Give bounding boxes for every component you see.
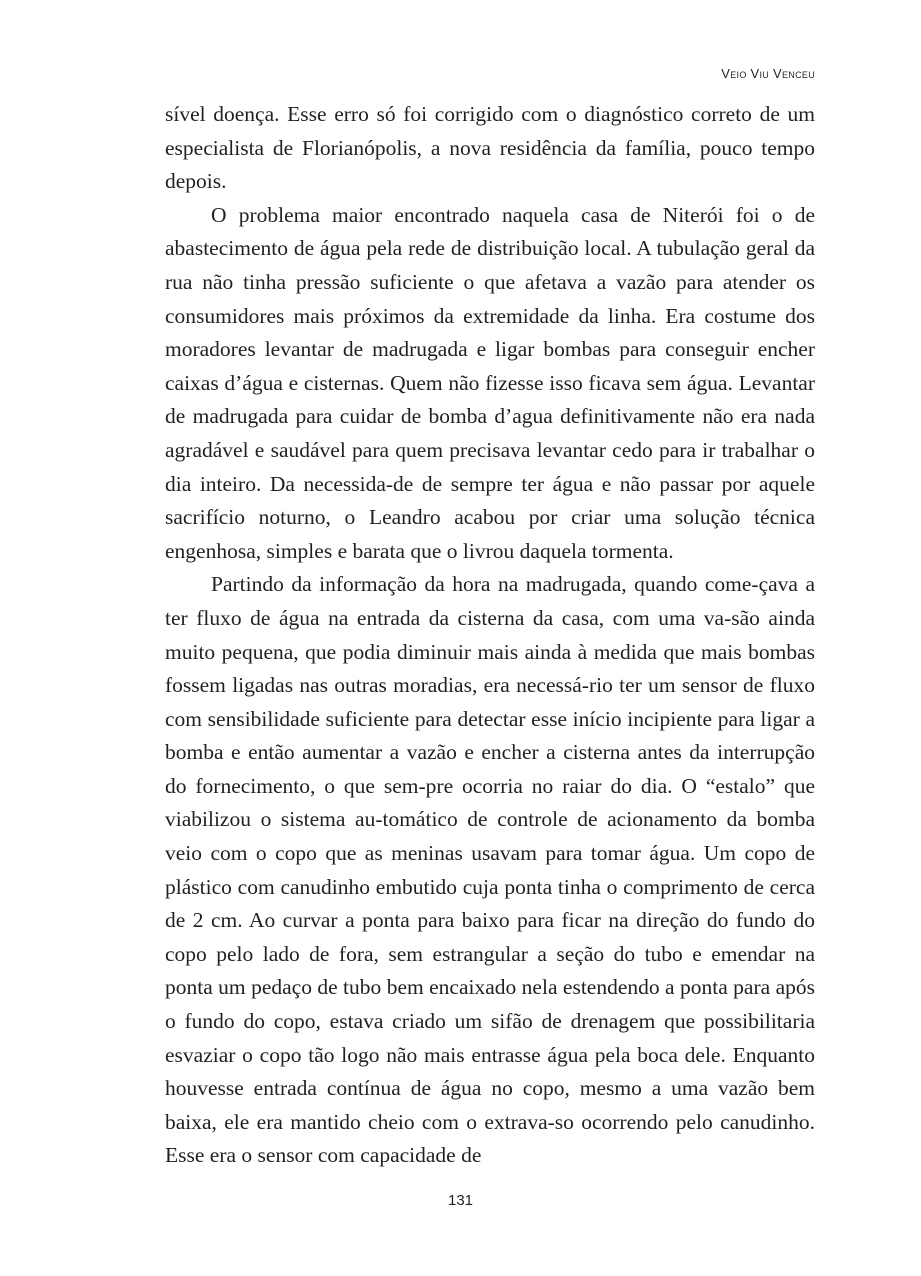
paragraph-flow-sensor: Partindo da informação da hora na madrugada, quando come-çava a ter fluxo de água na entrada da cisterna da casa, com uma va-são ainda muito pequena, que podia diminuir mais ainda à medida que mais bombas fossem ligadas nas outras moradias, era necessá-rio ter um sensor de fluxo com sensibilidade suficiente para detectar esse início incipiente para ligar a bomba e então aumentar a vazão e encher a cisterna antes da interrupção do fornecimento, o que sem-pre ocorria no raiar do dia. O “estalo” que viabilizou o sistema au-tomático de controle de acionamento da bomba veio com o copo que as meninas usavam para tomar água. Um copo de plástico com canudinho embutido cuja ponta tinha o comprimento de cerca de 2 cm. Ao curvar a ponta para baixo para ficar na direção do fundo do copo pelo lado de fora, sem estrangular a seção do tubo e emendar na ponta um pedaço de tubo bem encaixado nela estendendo a ponta para após o fundo do copo, estava criado um sifão de drenagem que possibilitaria esvaziar o copo tão logo não mais entrasse água pela boca dele. Enquanto houvesse entrada contínua de água no copo, mesmo a uma vazão bem baixa, ele era mantido cheio com o extrava-so ocorrendo pelo canudinho. Esse era o sensor com capacidade de: [165, 572, 815, 1168]
paragraph-continuation: sível doença. Esse erro só foi corrigido com o diagnóstico correto de um especialista de Florianópolis, a nova residência da família, pouco tempo depois.: [165, 102, 815, 194]
page-number: 131: [447, 1192, 474, 1209]
body-text: [165, 98, 815, 1173]
paragraph-water-supply: O problema maior encontrado naquela casa de Niterói foi o de abastecimento de água pela rede de distribuição local. A tubulação geral da rua não tinha pressão suficiente o que afetava a vazão para atender os consumidores mais próximos da extremidade da linha. Era costume dos moradores levantar de madrugada e ligar bombas para conseguir encher caixas d’água e cisternas. Quem não fizesse isso ficava sem água. Levantar de madrugada para cuidar de bomba d’agua definitivamente não era nada agradável e saudável para quem precisava levantar cedo para ir trabalhar o dia inteiro. Da necessida-de de sempre ter água e não passar por aquele sacrifício noturno, o Leandro acabou por criar uma solução técnica engenhosa, simples e barata que o livrou daquela tormenta.: [165, 202, 815, 563]
running-header-title: Veio Viu Venceu: [721, 66, 815, 81]
